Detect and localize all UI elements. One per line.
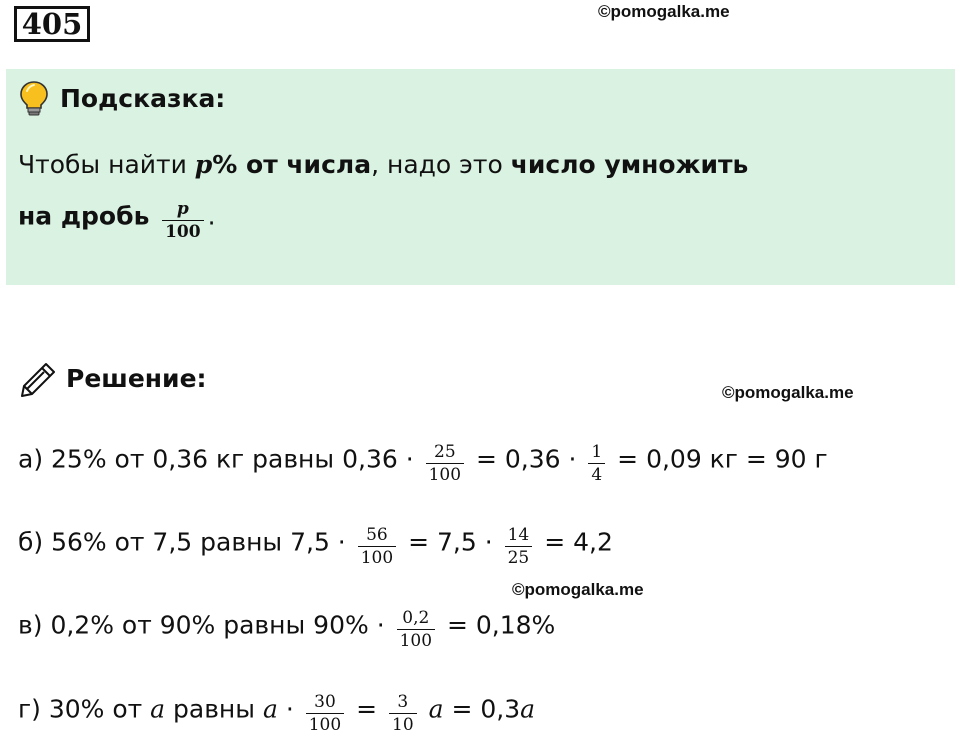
fraction: $\frac{56}{100}$	[358, 524, 396, 569]
hint-line-1: Чтобы найти p% от числа, надо это число умножить	[18, 150, 749, 179]
pencil-icon	[18, 360, 58, 400]
fraction: $\frac{3}{10}$	[389, 691, 417, 736]
solution-item-g: г) 30% от a равны a · $\frac{30}{100}$ = $\frac{3}{10}$ a = 0,3a	[18, 692, 536, 735]
hint-line-2: на дробь $\frac{p}{100}$ .	[18, 199, 216, 242]
fraction: $\frac{25}{100}$	[426, 441, 464, 486]
fraction: $\frac{30}{100}$	[306, 691, 344, 736]
fraction: $\frac{0,2}{100}$	[397, 607, 435, 652]
problem-number: 405	[14, 6, 90, 42]
hint-title: Подсказка:	[60, 84, 226, 113]
watermark-top: ©pomogalka.me	[598, 2, 730, 21]
solution-item-b: б) 56% от 7,5 равны 7,5 · $\frac{56}{100}$ = 7,5 · $\frac{14}{25}$ = 4,2	[18, 525, 613, 568]
solution-item-v: в) 0,2% от 90% равны 90% · $\frac{0,2}{100}$ = 0,18%	[18, 608, 556, 651]
fraction: $\frac{1}{4}$	[588, 441, 605, 486]
fraction-p-100: $\frac{p}{100}$	[162, 198, 204, 243]
fraction: $\frac{14}{25}$	[505, 524, 533, 569]
watermark-middle: ©pomogalka.me	[722, 383, 854, 402]
lightbulb-icon	[18, 80, 50, 116]
watermark-bottom: ©pomogalka.me	[512, 580, 644, 599]
solution-item-a: а) 25% от 0,36 кг равны 0,36 · $\frac{25}{100}$ = 0,36 · $\frac{1}{4}$ = 0,09 кг = 90 г	[18, 442, 828, 485]
solution-title: Решение:	[66, 364, 207, 393]
